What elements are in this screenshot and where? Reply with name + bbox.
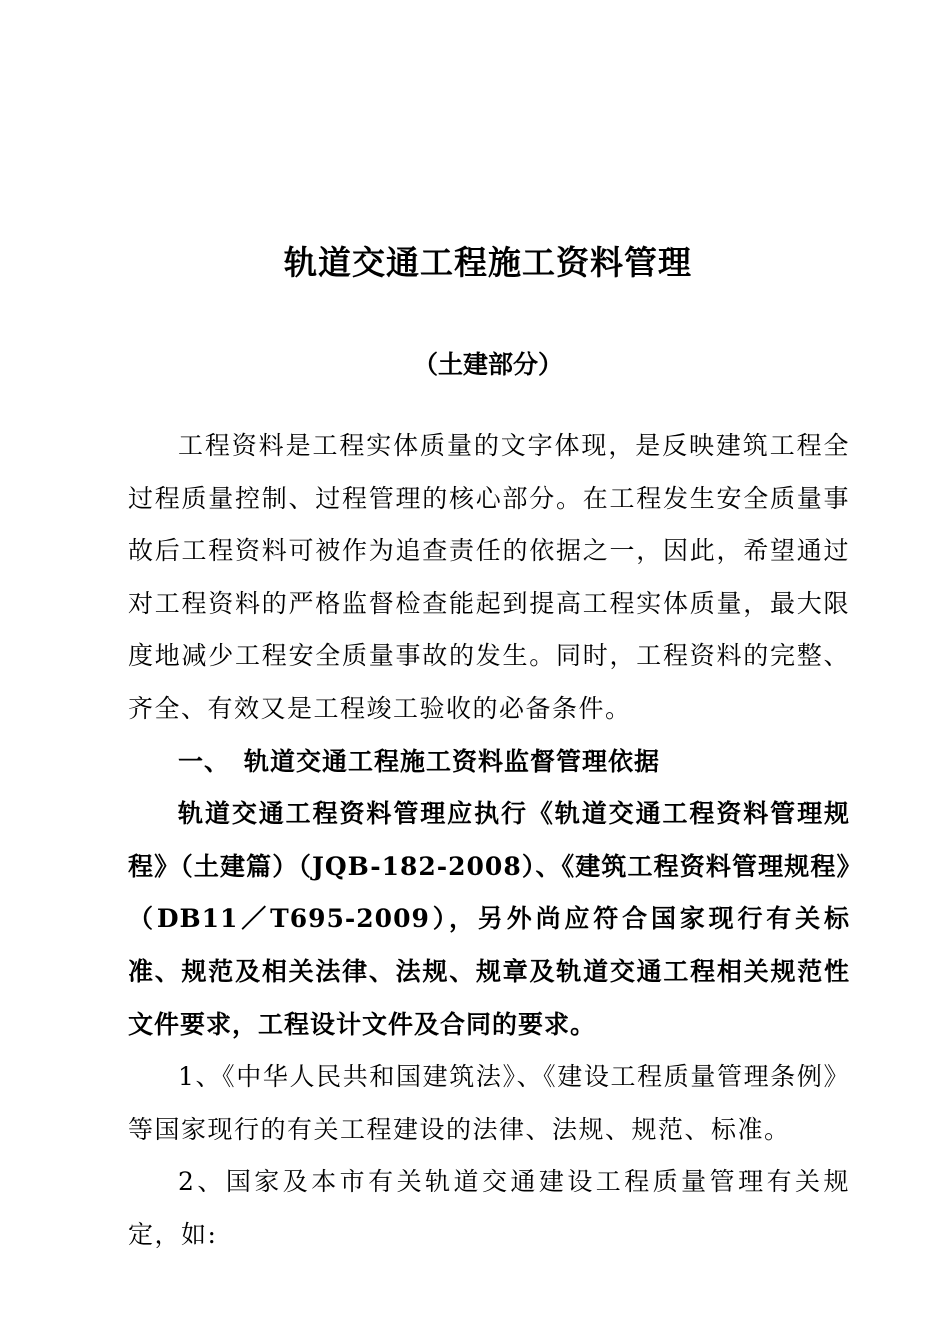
- section-body-paragraph: 轨道交通工程资料管理应执行《轨道交通工程资料管理规程》（土建篇）（JQB-182-2008）、《建筑工程资料管理规程》（DB11／T695-2009），另外尚应符合国家现行有关标准、规范及相关法律、法规、规章及轨道交通工程相关规范性文件要求，工程设计文件及合同的要求。: [128, 799, 850, 1039]
- section-heading: [128, 736, 850, 789]
- list-item-2: 2、国家及本市有关轨道交通建设工程质量管理有关规定，如:: [128, 1167, 850, 1249]
- section-heading-text: 轨道交通工程施工资料监督管理依据: [244, 746, 661, 776]
- section-number: 一、: [178, 746, 231, 776]
- list-item-1: 1、《中华人民共和国建筑法》、《建设工程质量管理条例》等国家现行的有关工程建设的法律、法规、规范、标准。: [128, 1062, 850, 1144]
- document-title: 轨道交通工程施工资料管理: [284, 243, 692, 282]
- document-subtitle: （土建部分）: [412, 350, 563, 379]
- intro-paragraph: 工程资料是工程实体质量的文字体现，是反映建筑工程全过程质量控制、过程管理的核心部分。在工程发生安全质量事故后工程资料可被作为追查责任的依据之一，因此，希望通过对工程资料的严格监督检查能起到提高工程实体质量，最大限度地减少工程安全质量事故的发生。同时，工程资料的完整、齐全、有效又是工程竣工验收的必备条件。: [128, 431, 850, 723]
- document-body: [128, 420, 850, 1262]
